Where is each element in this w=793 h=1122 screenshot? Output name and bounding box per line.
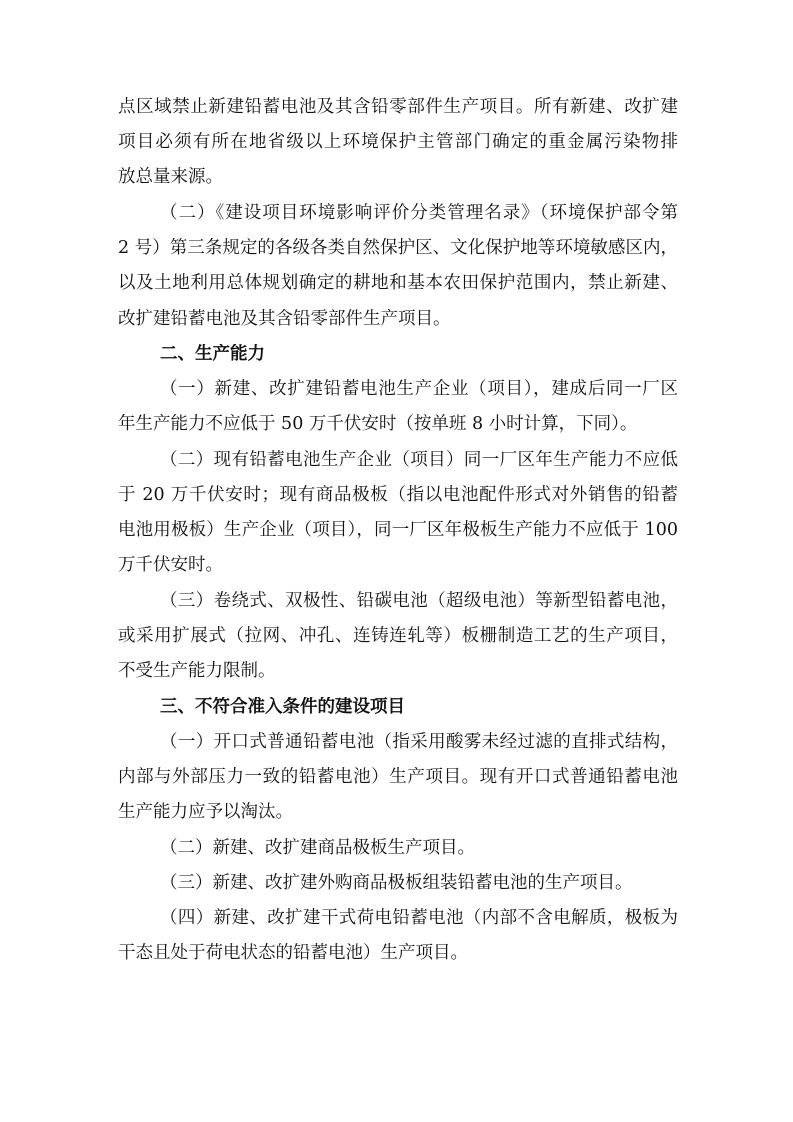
paragraph-start: （二）《建设项目环境影响评价分类管理名录》（环境保护部令第 — [160, 203, 678, 223]
text-line: 改扩建铅蓄电池及其含铅零部件生产项目。 — [118, 309, 451, 329]
paragraph-start: （二）现有铅蓄电池生产企业（项目）同一厂区年生产能力不应低 — [160, 450, 678, 470]
text-line: 点区域禁止新建铅蓄电池及其含铅零部件生产项目。所有新建、改扩建 — [118, 97, 678, 117]
text-line: 放总量来源。 — [118, 167, 223, 187]
text-line: 万千伏安时。 — [118, 555, 223, 575]
text-line: 不受生产能力限制。 — [118, 661, 276, 681]
text-line: 干态且处于荷电状态的铅蓄电池）生产项目。 — [118, 943, 468, 963]
text-line: 内部与外部压力一致的铅蓄电池）生产项目。现有开口式普通铅蓄电池 — [118, 767, 678, 787]
paragraph-start: （一）新建、改扩建铅蓄电池生产企业（项目），建成后同一厂区 — [160, 379, 678, 399]
text-line: 于 20 万千伏安时；现有商品极板（指以电池配件形式对外销售的铅蓄 — [118, 485, 678, 505]
section-heading: 三、不符合准入条件的建设项目 — [160, 697, 405, 717]
section-heading: 二、生产能力 — [160, 344, 265, 364]
paragraph-start: （四）新建、改扩建干式荷电铅蓄电池（内部不含电解质，极板为 — [160, 908, 678, 928]
text-line: 或采用扩展式（拉网、冲孔、连铸连轧等）板栅制造工艺的生产项目， — [118, 626, 678, 646]
text-line: 生产能力应予以淘汰。 — [118, 802, 293, 822]
paragraph-start: （三）新建、改扩建外购商品极板组装铅蓄电池的生产项目。 — [160, 873, 633, 893]
paragraph-start: （三）卷绕式、双极性、铅碳电池（超级电池）等新型铅蓄电池， — [160, 591, 678, 611]
text-line: 电池用极板）生产企业（项目），同一厂区年极板生产能力不应低于 100 — [118, 520, 678, 540]
text-line: 年生产能力不应低于 50 万千伏安时（按单班 8 小时计算，下同）。 — [118, 414, 638, 434]
text-line: 项目必须有所在地省级以上环境保护主管部门确定的重金属污染物排 — [118, 132, 678, 152]
paragraph-start: （一）开口式普通铅蓄电池（指采用酸雾未经过滤的直排式结构， — [160, 732, 678, 752]
text-line: 以及土地利用总体规划确定的耕地和基本农田保护范围内，禁止新建、 — [118, 273, 678, 293]
paragraph-start: （二）新建、改扩建商品极板生产项目。 — [160, 838, 475, 858]
text-line: 2 号）第三条规定的各级各类自然保护区、文化保护地等环境敏感区内， — [118, 238, 678, 258]
